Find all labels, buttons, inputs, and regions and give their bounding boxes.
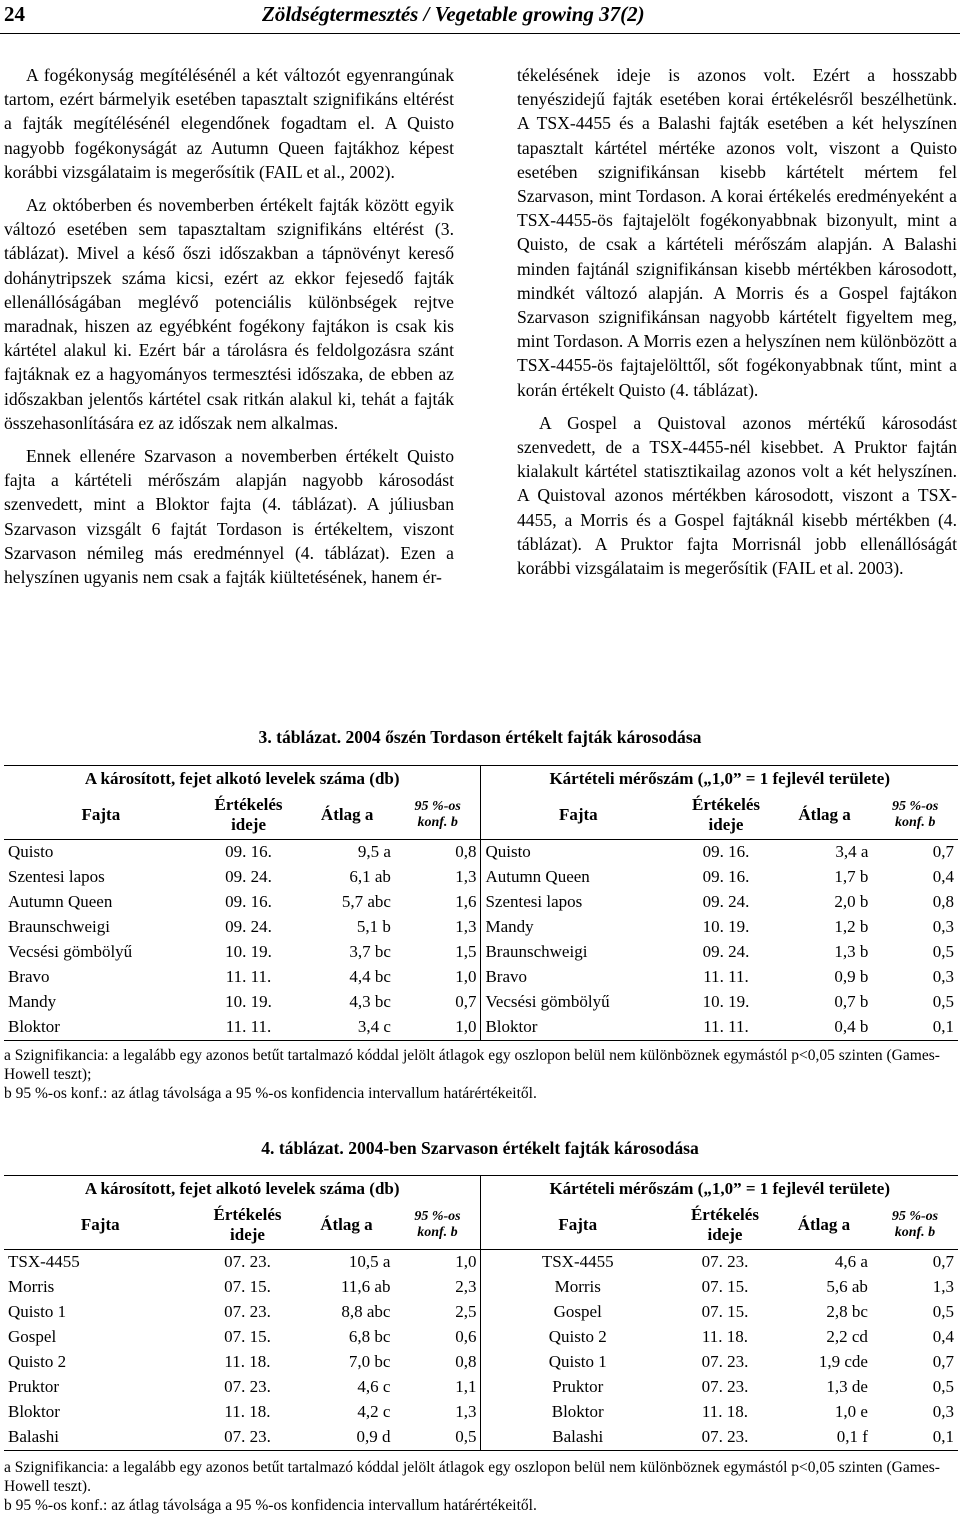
table-cell: Quisto [481, 839, 675, 865]
note-b: b 95 %-os konf.: az átlag távolsága a 95 %-os konfidencia intervallum határértékeitől. [4, 1085, 537, 1102]
table-cell: 07. 15. [224, 1327, 271, 1346]
table-cell: 09. 16. [702, 842, 750, 861]
table-cell: 0,7 [932, 1352, 954, 1371]
col-atlag: Átlag a [798, 804, 851, 824]
table-cell: 0,6 [455, 1327, 477, 1346]
table-cell: 10. 19. [225, 942, 272, 961]
paragraph: Ennek ellenére Szarvason a novemberben értékelt Quisto fajta a kártételi mérőszám alapján nagyobb károsodást szenvedett, mint a Bloktor fajta (4. táblázat). A júliusban Szarvason vizsgált 6 fajtát Tordason is értékeltem, viszont Szarvason némileg más eredménnyel (4. táblázat). Ezen a helyszínen ugyanis nem csak a fajták kiültetésének, hanem ér- [4, 446, 454, 588]
page-number: 24 [4, 2, 25, 26]
table-cell: 0,9 d [356, 1427, 391, 1446]
table-cell: 0,7 [455, 992, 477, 1011]
col-konf: 95 %-os konf. b [414, 798, 461, 830]
table-cell: 1,6 [455, 892, 477, 911]
table-cell: 6,1 ab [349, 867, 391, 886]
table-cell: Morris [8, 1277, 55, 1296]
table-cell: 1,3 de [826, 1377, 868, 1396]
table-cell: 0,7 [932, 1252, 954, 1271]
table-cell: 5,1 b [356, 917, 391, 936]
table-cell: 07. 23. [224, 1252, 271, 1271]
table-cell: 2,2 cd [826, 1327, 868, 1346]
table-row [4, 940, 958, 965]
table-cell: 07. 15. [701, 1302, 749, 1321]
table-cell: Bloktor [8, 1017, 60, 1036]
table-cell: 09. 24. [225, 867, 272, 886]
table-cell: 10,5 a [348, 1252, 391, 1271]
table-cell: 4,6 c [357, 1377, 391, 1396]
table-cell: TSX-4455 [8, 1252, 80, 1271]
table-row [4, 1350, 958, 1375]
col-ertekeles: Értékelés ideje [214, 794, 283, 834]
table-cell: 0,8 [455, 842, 477, 861]
table4-notes [4, 1458, 958, 1515]
table-row [4, 990, 958, 1015]
table-cell: 0,5 [932, 942, 954, 961]
table-cell: Braunschweigi [8, 917, 110, 936]
table-row [4, 890, 958, 915]
col-ertekeles: Értékelés ideje [213, 1204, 282, 1244]
table-cell: 0,1 [932, 1017, 954, 1036]
table-cell: 4,2 c [357, 1402, 391, 1421]
table-cell: 1,9 cde [818, 1352, 868, 1371]
table-cell: Quisto 1 [481, 1350, 674, 1375]
table-cell: Bloktor [481, 1015, 675, 1041]
table-row [4, 1375, 958, 1400]
table-cell: 09. 16. [702, 867, 750, 886]
table4 [4, 1175, 958, 1451]
table-cell: 1,5 [455, 942, 477, 961]
table-cell: 1,1 [455, 1377, 477, 1396]
table-cell: 11. 18. [701, 1327, 749, 1346]
table-cell: 0,8 [455, 1352, 477, 1371]
table-cell: Szentesi lapos [8, 867, 105, 886]
table-cell: 1,0 [455, 1017, 477, 1036]
table-row [4, 1300, 958, 1325]
table3-group-left: A károsított, fejet alkotó levelek száma (db) [84, 768, 400, 788]
table-cell: 1,3 [455, 917, 477, 936]
table-cell: 0,5 [932, 1302, 954, 1321]
table-cell: Bloktor [481, 1400, 674, 1425]
paragraph: Az októberben és novemberben értékelt fajták között egyik változó esetében sem tapasztaltam szignifikáns eltérést (3. táblázat). Mivel a késő őszi időszakban a tápnövényt kereső dohánytripszek száma kicsi, ezért az ekkor fejesedő fajták ellenállóságában meglévő potenciális különbségek rejtve maradnak, hiszen az egyébként fogékony fajtákon is csak kis kártétel alakul ki. Ezért bár a tárolásra és feldolgozásra szánt fajtáknak ez a hagyományos termesztési időszaka, de ebben az időszakban jelentős kártétel csak ritkán alakul ki, tehát a fajták összehasonlítására ez az időszak nem alkalmas. [4, 195, 454, 433]
table-cell: Gospel [481, 1300, 674, 1325]
table-cell: Autumn Queen [481, 865, 675, 890]
table-cell: 11. 11. [703, 1017, 749, 1036]
table-cell: Quisto [8, 842, 54, 861]
table-cell: 0,7 b [834, 992, 869, 1011]
table-cell: 1,3 b [834, 942, 869, 961]
table-cell: Balashi [481, 1425, 674, 1451]
table-cell: 3,4 a [835, 842, 869, 861]
table-cell: Mandy [8, 992, 57, 1011]
col-konf: 95 %-os konf. b [414, 1208, 461, 1240]
table-row [4, 1425, 958, 1451]
table-cell: Quisto 1 [8, 1302, 67, 1321]
table-cell: Bravo [8, 967, 50, 986]
note-a: a Szignifikancia: a legalább egy azonos betűt tartalmazó kóddal jelölt átlagok egy oszlopon belül nem különböznek egymástól p<0,05 szinten (Games-Howell teszt); [4, 1047, 940, 1083]
col-atlag: Átlag a [797, 1214, 851, 1234]
table-cell: 0,4 [932, 1327, 954, 1346]
table-cell: Pruktor [481, 1375, 674, 1400]
table-cell: 09. 24. [702, 942, 750, 961]
table-row [4, 915, 958, 940]
table-cell: 1,0 [455, 1252, 477, 1271]
table-cell: 4,3 bc [349, 992, 391, 1011]
table-cell: 2,3 [455, 1277, 477, 1296]
left-column [4, 63, 454, 589]
table-cell: Balashi [8, 1427, 59, 1446]
table-cell: 07. 23. [701, 1377, 749, 1396]
table-cell: 0,3 [932, 917, 954, 936]
table-cell: 0,5 [932, 1377, 954, 1396]
table-cell: 10. 19. [702, 917, 750, 936]
table-cell: TSX-4455 [481, 1249, 674, 1275]
col-fajta: Fajta [481, 791, 675, 839]
table-cell: 1,3 [455, 867, 477, 886]
table-cell: 0,5 [455, 1427, 477, 1446]
table-cell: 0,3 [932, 967, 954, 986]
table-cell: Mandy [481, 915, 675, 940]
table-cell: 3,7 bc [349, 942, 391, 961]
table-cell: 11. 18. [701, 1402, 749, 1421]
table-cell: Bravo [481, 965, 675, 990]
table-cell: 1,3 [932, 1277, 954, 1296]
table-cell: 0,5 [932, 992, 954, 1011]
table-cell: 09. 24. [225, 917, 272, 936]
table-cell: 0,4 b [834, 1017, 869, 1036]
table3-notes [4, 1046, 958, 1103]
table-row [4, 865, 958, 890]
table-cell: 11,6 ab [341, 1277, 391, 1296]
table-cell: 07. 23. [701, 1427, 749, 1446]
table-cell: 2,8 bc [826, 1302, 868, 1321]
table-cell: 1,2 b [834, 917, 869, 936]
table-row [4, 965, 958, 990]
table-cell: 7,0 bc [348, 1352, 391, 1371]
table-cell: 11. 11. [703, 967, 749, 986]
table-cell: Bloktor [8, 1402, 60, 1421]
table-row [4, 839, 958, 865]
col-konf: 95 %-os konf. b [891, 1208, 939, 1240]
table-cell: 0,3 [932, 1402, 954, 1421]
table-cell: 2,5 [455, 1302, 477, 1321]
table3 [4, 765, 958, 1041]
table-cell: 5,6 ab [826, 1277, 868, 1296]
table-cell: 0,9 b [834, 967, 869, 986]
table-cell: 07. 23. [224, 1377, 271, 1396]
table-cell: 07. 23. [224, 1302, 271, 1321]
note-a: a Szignifikancia: a legalább egy azonos betűt tartalmazó kóddal jelölt átlagok egy oszlopon belül nem különböznek egymástól p<0,05 szinten (Games-Howell teszt). [4, 1459, 940, 1495]
table-cell: 09. 16. [225, 842, 272, 861]
table-cell: 1,3 [455, 1402, 477, 1421]
table-row [4, 1400, 958, 1425]
table-cell: 1,7 b [834, 867, 869, 886]
table3-group-right: Kártételi mérőszám („1,0” = 1 fejlevél területe) [481, 766, 958, 792]
table-cell: Quisto 2 [481, 1325, 674, 1350]
col-fajta: Fajta [481, 1201, 674, 1249]
table-cell: 07. 23. [701, 1352, 749, 1371]
table-cell: 0,8 [932, 892, 954, 911]
table-row [4, 1275, 958, 1300]
table-row [4, 1249, 958, 1275]
table-cell: 09. 24. [702, 892, 750, 911]
right-column [517, 63, 957, 580]
table-cell: Pruktor [8, 1377, 59, 1396]
running-title: Zöldségtermesztés / Vegetable growing 37(2) [262, 2, 645, 26]
table-cell: Morris [481, 1275, 674, 1300]
table-cell: 10. 19. [225, 992, 272, 1011]
col-atlag: Átlag a [320, 1214, 373, 1234]
table-cell: 11. 11. [225, 967, 272, 986]
table-cell: Autumn Queen [8, 892, 113, 911]
table-cell: 07. 23. [701, 1252, 749, 1271]
note-b: b 95 %-os konf.: az átlag távolsága a 95 %-os konfidencia intervallum határértékeitől. [4, 1497, 537, 1514]
paragraph: A Gospel a Quistoval azonos mértékű károsodást szenvedett, de a TSX-4455-nél kisebbet. A Pruktor fajtán kialakult kártétel statisztikailag azonos volt a két helyszínen. A Quistoval azonos mértékben károsodott, viszont a TSX-4455, a Morris és a Gospel fajtáknál kisebb mértékben (4. táblázat). A Pruktor fajta Morrisnál jobb ellenállóságát korábbi vizsgálataim is megerősítik (FAIL et al. 2003). [517, 412, 957, 579]
table-row [4, 1015, 958, 1041]
paragraph: tékelésének ideje is azonos volt. Ezért a hosszabb tenyészidejű fajták esetében korai értékelésről beszélhetünk. A TSX-4455 és a Balashi fajták esetében a két helyszínen tapasztalt kártétel mértéke azonos volt, viszont a Quisto esetében szignifikánsan kisebb kártételt mértem fel Szarvason, mint Tordason. A korai értékelés eredményeként a TSX-4455-ös fajtajelölt fogékonyabbnak bizonyult, mint a Quisto, de csak a kártételi mérőszám alapján. A Balashi minden fajtánál szignifikánsan kisebb mértékben károsodott, mindkét változó alapján. A Morris és a Gospel fajtákon Szarvason szignifikánsan nagyobb kártételt figyeltem meg, mint Tordason. A Morris ezen a helyszínen nem különbözött a TSX-4455-ös fajtajelölttől, sőt fogékonyabbnak tűnt, mint a korán értékelt Quisto (4. táblázat). [517, 65, 957, 400]
table4-caption: 4. táblázat. 2004-ben Szarvason értékelt fajták károsodása [261, 1138, 699, 1158]
table-cell: 0,1 f [836, 1427, 868, 1446]
table-cell: Vecsési gömbölyű [8, 942, 133, 961]
table-row [4, 1325, 958, 1350]
col-fajta: Fajta [80, 1214, 120, 1234]
table-cell: 11. 11. [225, 1017, 272, 1036]
header-rule [0, 33, 960, 34]
table-cell: Szentesi lapos [481, 890, 675, 915]
table4-group-left: A károsított, fejet alkotó levelek száma (db) [84, 1178, 400, 1198]
table-cell: Vecsési gömbölyű [481, 990, 675, 1015]
table-cell: 1,0 e [834, 1402, 868, 1421]
table-cell: Gospel [8, 1327, 57, 1346]
table-cell: 3,4 c [357, 1017, 391, 1036]
table-cell: 0,1 [932, 1427, 954, 1446]
table-cell: 0,4 [932, 867, 954, 886]
table-cell: 10. 19. [702, 992, 750, 1011]
table-cell: 07. 15. [701, 1277, 749, 1296]
table-cell: 07. 23. [224, 1427, 271, 1446]
table-cell: 9,5 a [357, 842, 391, 861]
table-cell: 11. 18. [224, 1402, 271, 1421]
col-ertekeles: Értékelés ideje [690, 1204, 759, 1244]
table4-group-right: Kártételi mérőszám („1,0” = 1 fejlevél területe) [481, 1176, 958, 1202]
table-cell: 4,6 a [834, 1252, 868, 1271]
table-cell: Braunschweigi [481, 940, 675, 965]
table-cell: 11. 18. [224, 1352, 271, 1371]
table-cell: Quisto 2 [8, 1352, 67, 1371]
table-cell: 6,8 bc [348, 1327, 391, 1346]
col-konf: 95 %-os konf. b [892, 798, 939, 830]
table3-caption: 3. táblázat. 2004 őszén Tordason értékelt fajták károsodása [258, 727, 702, 747]
table-cell: 4,4 bc [349, 967, 391, 986]
table-cell: 8,8 abc [341, 1302, 391, 1321]
page-header [0, 0, 960, 34]
table-cell: 5,7 abc [341, 892, 391, 911]
paragraph: A fogékonyság megítélésénél a két változót egyenrangúnak tartom, ezért bármelyik esetében tapasztalt szignifikáns eltérést a fajták megítélésénél elegendőnek fogadtam el. A Quisto nagyobb fogékonyságát az Autumn Queen fajtákhoz képest korábbi vizsgálataim is megerősítik (FAIL et al., 2002). [4, 65, 454, 182]
col-ertekeles: Értékelés ideje [692, 794, 760, 834]
col-atlag: Átlag a [320, 804, 374, 824]
col-fajta: Fajta [81, 804, 121, 824]
table-cell: 2,0 b [834, 892, 869, 911]
table-cell: 09. 16. [225, 892, 272, 911]
table-cell: 07. 15. [224, 1277, 271, 1296]
table-cell: 0,7 [932, 842, 954, 861]
table-cell: 1,0 [455, 967, 477, 986]
